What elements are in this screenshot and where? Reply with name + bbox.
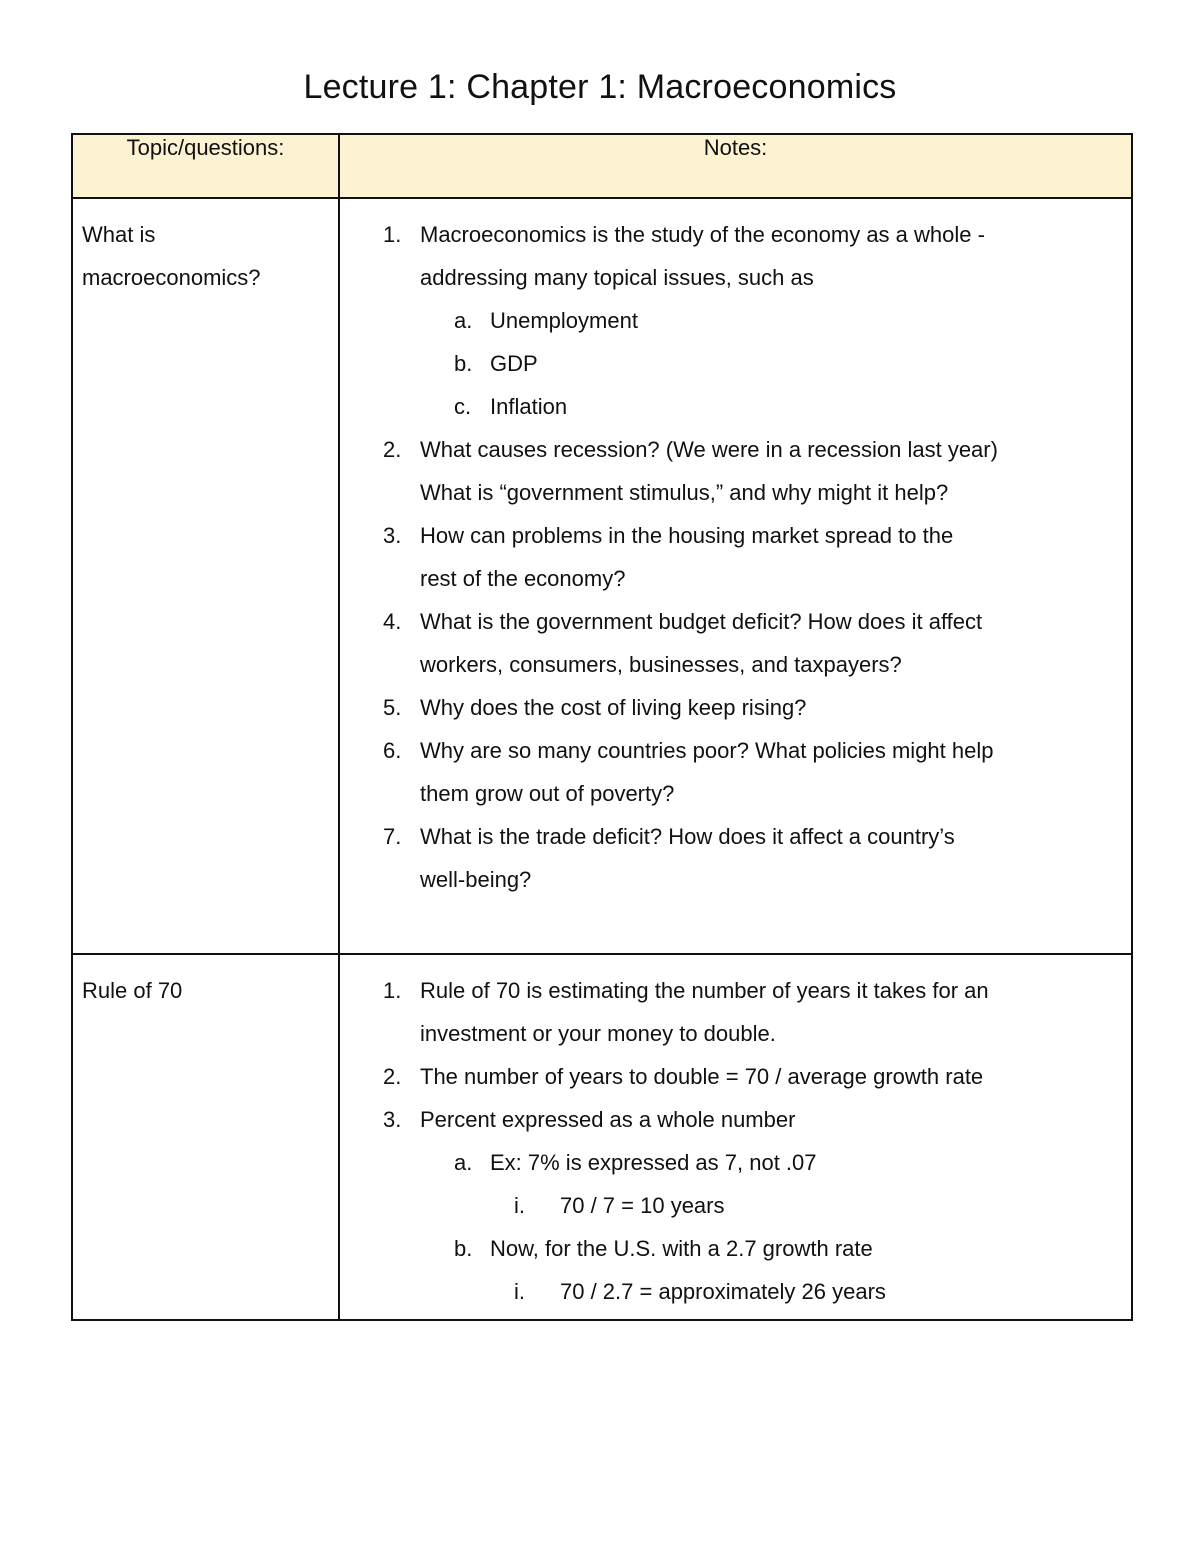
topic-text: macroeconomics? — [82, 265, 261, 290]
sub-list — [340, 1141, 1121, 1313]
list-marker: a. — [454, 1150, 473, 1175]
topic-text: Rule of 70 — [82, 978, 183, 1003]
list-item — [340, 213, 1121, 428]
list-text: addressing many topical issues, such as — [420, 265, 814, 290]
table-row — [72, 198, 1132, 954]
list-text: Why are so many countries poor? What policies might help — [420, 738, 994, 763]
table-row — [72, 954, 1132, 1320]
list-item — [340, 600, 1121, 686]
sub-sub-list-item — [340, 1184, 1121, 1227]
list-marker: 4. — [383, 609, 402, 634]
sub-list — [340, 299, 1121, 428]
list-text: well-being? — [420, 867, 532, 892]
list-marker: b. — [454, 1236, 473, 1261]
list-text: How can problems in the housing market spread to the — [420, 523, 954, 548]
list-text: 70 / 7 = 10 years — [560, 1193, 725, 1218]
sub-sub-list-item — [340, 1270, 1121, 1313]
list-text: What is the government budget deficit? How does it affect — [420, 609, 983, 634]
list-item — [340, 514, 1121, 600]
list-marker: 6. — [383, 738, 402, 763]
list-text: The number of years to double = 70 / average growth rate — [420, 1064, 984, 1089]
header-topic: Topic/questions: — [72, 134, 339, 198]
list-marker: a. — [454, 308, 473, 333]
list-text: Why does the cost of living keep rising? — [420, 695, 807, 720]
list-item — [340, 815, 1121, 901]
list-text: rest of the economy? — [420, 566, 626, 591]
list-text: Ex: 7% is expressed as 7, not .07 — [490, 1150, 817, 1175]
list-text: them grow out of poverty? — [420, 781, 675, 806]
list-text: workers, consumers, businesses, and taxpayers? — [420, 652, 902, 677]
list-marker: c. — [454, 394, 472, 419]
list-item — [340, 1098, 1121, 1313]
list-item — [340, 969, 1121, 1055]
notes-cell — [339, 954, 1132, 1320]
sub-list-item — [340, 1141, 1121, 1227]
list-marker: 1. — [383, 978, 402, 1003]
list-marker: 2. — [383, 1064, 402, 1089]
list-text: GDP — [490, 351, 538, 376]
notes-list — [340, 213, 1121, 901]
list-marker: 3. — [383, 523, 402, 548]
sub-list-item — [340, 342, 1121, 385]
list-text: What is “government stimulus,” and why might it help? — [420, 480, 949, 505]
list-text: Rule of 70 is estimating the number of years it takes for an — [420, 978, 989, 1003]
list-text: Percent expressed as a whole number — [420, 1107, 796, 1132]
list-marker: 1. — [383, 222, 402, 247]
list-text: Macroeconomics is the study of the economy as a whole - — [420, 222, 985, 247]
list-text: Now, for the U.S. with a 2.7 growth rate — [490, 1236, 873, 1261]
header-notes: Notes: — [339, 134, 1132, 198]
topic-cell — [72, 954, 339, 1320]
cornell-notes-table — [71, 133, 1133, 1321]
list-marker: i. — [514, 1279, 525, 1304]
sub-list-item — [340, 299, 1121, 342]
list-marker: 2. — [383, 437, 402, 462]
document-title: Lecture 1: Chapter 1: Macroeconomics — [303, 68, 897, 106]
list-text: 70 / 2.7 = approximately 26 years — [560, 1279, 886, 1304]
list-marker: i. — [514, 1193, 525, 1218]
list-item — [340, 729, 1121, 815]
list-marker: 3. — [383, 1107, 402, 1132]
notes-list — [340, 969, 1121, 1313]
notes-cell — [339, 198, 1132, 954]
list-marker: 5. — [383, 695, 402, 720]
list-text: What is the trade deficit? How does it affect a country’s — [420, 824, 955, 849]
list-item — [340, 686, 1121, 729]
sub-list-item — [340, 385, 1121, 428]
list-item — [340, 428, 1121, 514]
list-item — [340, 1055, 1121, 1098]
sub-list-item — [340, 1227, 1121, 1313]
list-marker: 7. — [383, 824, 402, 849]
topic-cell — [72, 198, 339, 954]
list-text: Inflation — [490, 394, 568, 419]
list-text: Unemployment — [490, 308, 638, 333]
list-text: investment or your money to double. — [420, 1021, 776, 1046]
list-text: What causes recession? (We were in a recession last year) — [420, 437, 998, 462]
list-marker: b. — [454, 351, 473, 376]
table-header-row — [72, 134, 1132, 198]
topic-text: What is — [82, 222, 156, 247]
